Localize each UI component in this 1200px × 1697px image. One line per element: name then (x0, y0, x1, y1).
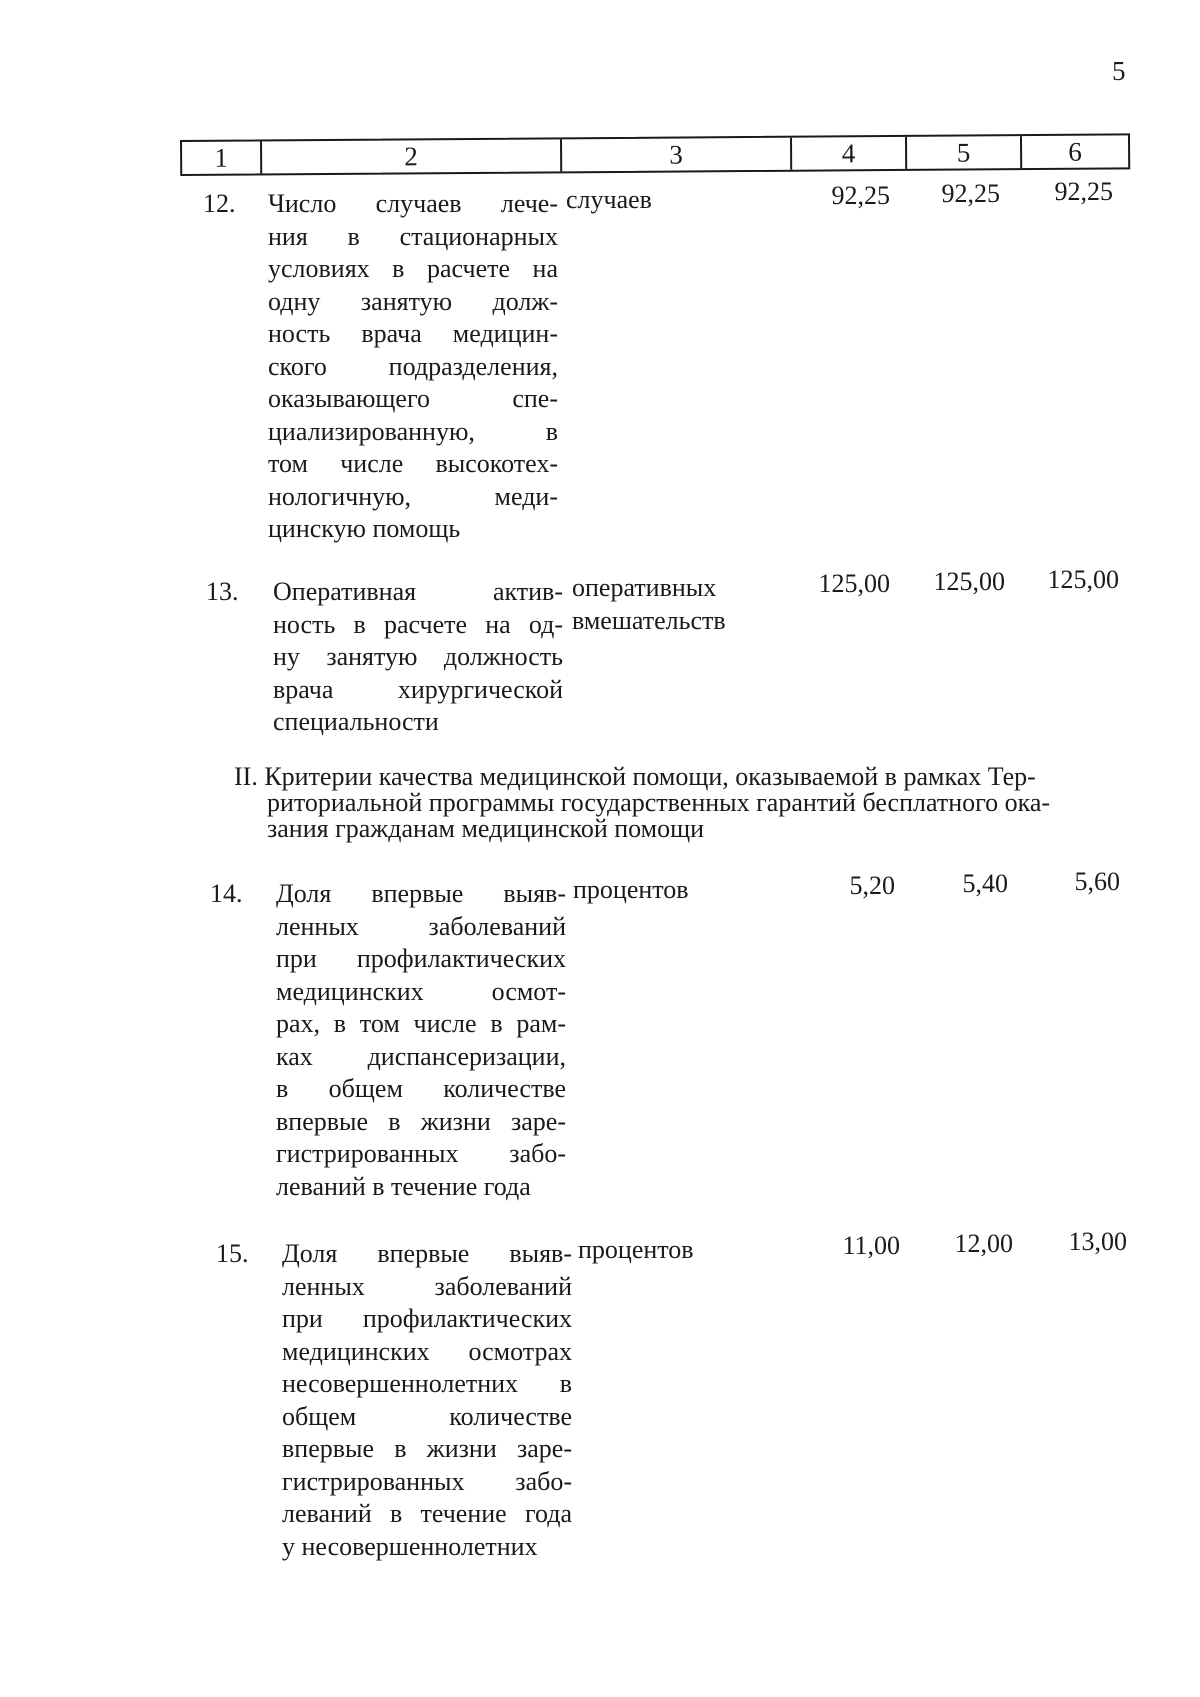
indicator-name-line: ния в стационарных (268, 221, 558, 251)
unit-of-measure (578, 1234, 778, 1267)
indicator-name-line: ленных заболеваний (282, 1271, 572, 1301)
indicator-name-line: ках диспансеризации, (276, 1041, 566, 1071)
indicator-name (273, 576, 563, 739)
value-year-1: 125,00 (818, 569, 890, 598)
value-year-3: 92,25 (1054, 177, 1113, 206)
indicator-name-line: ленных заболеваний (276, 911, 566, 941)
indicator-name-line: ну занятую должность (273, 642, 563, 671)
indicator-name-line: нологичную, меди- (268, 481, 558, 511)
unit-of-measure (573, 874, 773, 907)
indicator-name-line: у несовершеннолетних (282, 1531, 538, 1561)
indicator-name-line: общем количестве (282, 1401, 572, 1431)
unit-of-measure (566, 184, 766, 217)
row-number: 13. (206, 577, 239, 606)
indicator-name-line: леваний в течение года (282, 1499, 572, 1528)
indicator-name-line: впервые в жизни заре- (282, 1434, 572, 1463)
header-col-5: 5 (907, 136, 1022, 169)
indicator-name-line: ского подразделения, (268, 351, 558, 381)
indicator-name-line: цинскую помощь (268, 514, 461, 543)
indicator-name-line: Оперативная актив- (273, 577, 563, 606)
indicator-name-line: при профилактических (282, 1304, 572, 1333)
section-title-line: зания гражданам медицинской помощи (267, 814, 705, 843)
value-year-3: 125,00 (1047, 565, 1119, 594)
indicator-name-line: рах, в том числе в рам- (276, 1009, 566, 1038)
unit-line: оперативных (572, 573, 717, 602)
header-col-2: 2 (262, 139, 562, 173)
indicator-name (268, 188, 558, 546)
indicator-name-line: гистрированных забо- (282, 1466, 572, 1496)
indicator-name-line: леваний в течение года (276, 1171, 531, 1201)
indicator-name-line: медицинских осмотрах (282, 1336, 572, 1366)
value-year-1: 5,20 (849, 871, 895, 900)
indicator-name (282, 1238, 572, 1563)
indicator-name-line: Доля впервые выяв- (276, 879, 566, 908)
value-year-2: 5,40 (962, 869, 1008, 898)
indicator-name-line: врача хирургической (273, 674, 563, 704)
indicator-name-line: при профилактических (276, 944, 566, 973)
indicator-name-line: циализированную, в (268, 416, 558, 446)
row-number: 12. (203, 189, 236, 218)
unit-of-measure (572, 572, 772, 637)
header-col-6: 6 (1068, 136, 1082, 167)
value-year-3: 5,60 (1074, 867, 1120, 896)
indicator-name-line: Число случаев лече- (268, 189, 558, 218)
unit-line: процентов (578, 1235, 694, 1264)
unit-line: случаев (566, 185, 652, 214)
indicator-name-line: одну занятую долж- (268, 286, 558, 316)
header-col-3: 3 (562, 138, 792, 172)
unit-line: вмешательств (572, 605, 726, 635)
page-number: 5 (1112, 56, 1126, 86)
value-year-1: 92,25 (831, 181, 890, 210)
indicator-name-line: том числе высокотех- (268, 449, 558, 478)
indicator-name-line: ность в расчете на од- (273, 609, 563, 639)
unit-line: процентов (573, 875, 689, 904)
indicator-name-line: гистрированных забо- (276, 1139, 566, 1168)
indicator-name-line: несовершеннолетних в (282, 1369, 572, 1398)
value-year-1: 11,00 (842, 1231, 900, 1260)
section-title (234, 764, 1134, 842)
value-year-3: 13,00 (1068, 1227, 1127, 1256)
row-number: 14. (210, 879, 243, 908)
row-number: 15. (216, 1239, 249, 1268)
section-title-line: риториальной программы государственных гарантий бесплатного ока- (267, 788, 1051, 817)
indicator-name (276, 878, 566, 1203)
value-year-2: 125,00 (933, 567, 1005, 596)
value-year-2: 92,25 (941, 179, 1000, 208)
table-header (180, 133, 1130, 176)
value-year-2: 12,00 (954, 1229, 1013, 1258)
indicator-name-line: оказывающего спе- (268, 384, 558, 413)
section-title-line: II. Критерии качества медицинской помощи, оказываемой в рамках Тер- (234, 762, 1036, 791)
indicator-name-line: условиях в расчете на (268, 254, 558, 283)
indicator-name-line: ность врача медицин- (268, 319, 558, 348)
indicator-name-line: впервые в жизни заре- (276, 1106, 566, 1136)
indicator-name-line: в общем количестве (276, 1074, 566, 1103)
indicator-name-line: Доля впервые выяв- (282, 1239, 572, 1268)
indicator-name-line: специальности (273, 707, 439, 736)
indicator-name-line: медицинских осмот- (276, 976, 566, 1006)
header-col-1: 1 (182, 141, 262, 174)
header-col-4: 4 (792, 137, 907, 170)
